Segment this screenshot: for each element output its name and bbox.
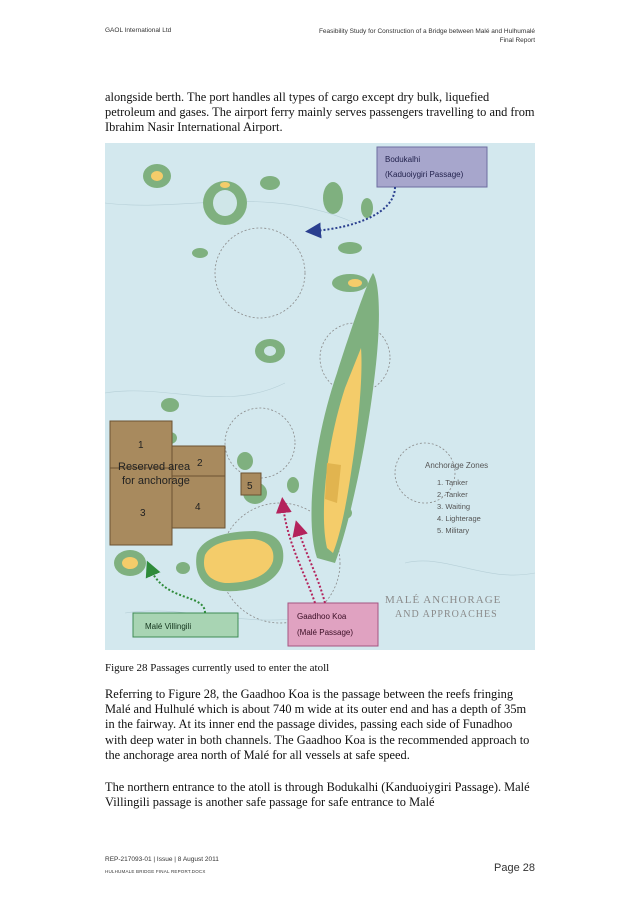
chart-title-line1: MALÉ ANCHORAGE — [385, 594, 502, 606]
zone-item-2: 2. Tanker — [437, 490, 468, 499]
paragraph-port: alongside berth. The port handles all types of cargo except dry bulk, liquefied petroleum and gases. The airport ferry mainly serves passengers travelling to and from Ibrahim Nasir International Airport. — [105, 90, 535, 135]
male-anchorage-map — [105, 143, 535, 650]
header-title-line1: Feasibility Study for Construction of a Bridge between Malé and Hulhumalé — [318, 28, 535, 35]
male-villingili-label — [133, 613, 238, 637]
male-villingili-label-text: Malé Villingili — [145, 622, 192, 631]
footer-filename: HULHUMALE BRIDGE FINAL REPORT.DOCX — [105, 869, 206, 874]
zone-item-1: 1. Tanker — [437, 478, 468, 487]
anchorage-zones-title: Anchorage Zones — [425, 461, 489, 470]
sea-area — [105, 143, 535, 650]
bodukalhi-label-line2: (Kaduoiygiri Passage) — [385, 170, 464, 179]
gaadhoo-koa-label-line2: (Malé Passage) — [297, 628, 354, 637]
bodukalhi-label-line1: Bodukalhi — [385, 155, 421, 164]
figure-caption: Figure 28 Passages currently used to enter the atoll — [105, 662, 330, 674]
zone-number-4: 4 — [195, 502, 201, 513]
zone-item-4: 4. Lighterage — [437, 514, 481, 523]
zone-number-5: 5 — [247, 481, 253, 492]
paragraph-gaadhoo-koa: Referring to Figure 28, the Gaadhoo Koa is the passage between the reefs fringing Malé and Hulhulé which is about 740 m wide at its outer end and has a depth of 35m in the fairway. At its inner end the passage divides, passing each side of Funadhoo with deep water in both channels. The Gaadhoo Koa is the recommended approach to the anchorage area north of Malé for all vessels at safe speed. — [105, 687, 530, 762]
header-company: GAOL International Ltd — [105, 27, 172, 34]
page-number: Page 28 — [494, 862, 535, 874]
gaadhoo-koa-label — [288, 603, 378, 646]
zone-number-1: 1 — [138, 440, 144, 451]
bodukalhi-label — [377, 147, 487, 187]
zone-item-3: 3. Waiting — [437, 502, 471, 511]
zone-item-5: 5. Military — [437, 526, 470, 535]
footer-reference: REP-217093-01 | Issue | 8 August 2011 — [105, 856, 219, 863]
reserved-area-label-line2: for anchorage — [122, 475, 190, 487]
funadhoo-island — [287, 477, 299, 493]
reserved-area-label-line1: Reserved area — [118, 461, 191, 473]
gaadhoo-koa-label-line1: Gaadhoo Koa — [297, 612, 347, 621]
chart-title-line2: AND APPROACHES — [395, 609, 498, 620]
zone-number-3: 3 — [140, 508, 146, 519]
header-title — [319, 27, 535, 45]
header-title-line2: Final Report — [499, 37, 535, 44]
paragraph-northern-entrance: The northern entrance to the atoll is through Bodukalhi (Kanduoiygiri Passage). Malé Villingili passage is another safe passage for safe entrance to Malé — [105, 780, 530, 810]
zone-number-2: 2 — [197, 458, 203, 469]
